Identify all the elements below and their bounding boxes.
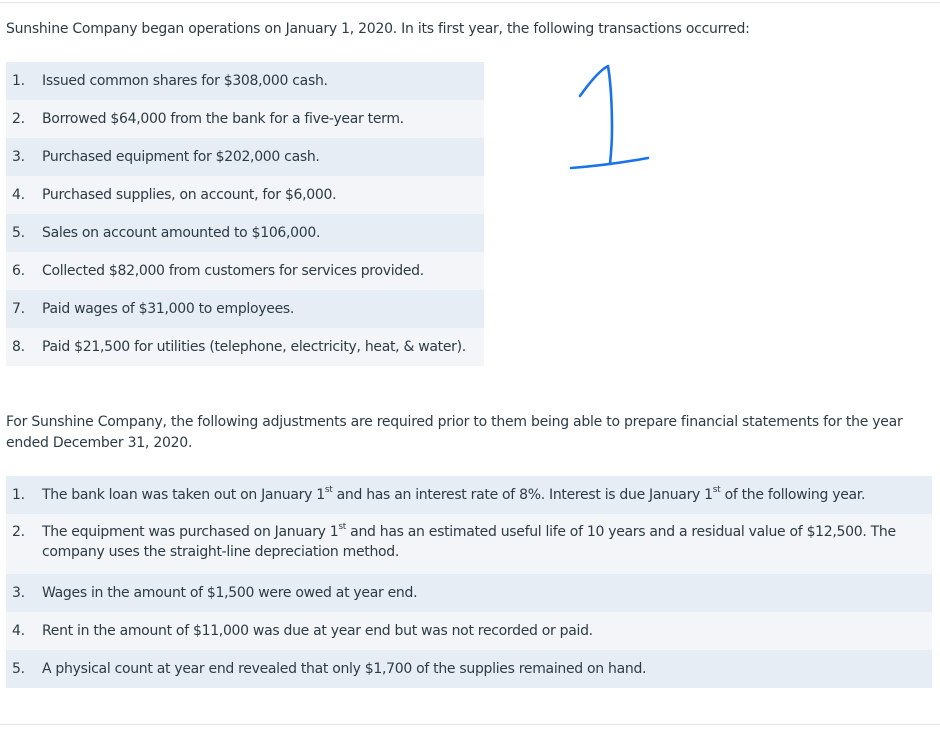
item-number: 4. bbox=[12, 187, 25, 203]
list-item bbox=[6, 176, 484, 214]
handwritten-number-one bbox=[568, 62, 654, 172]
list-item bbox=[6, 574, 932, 612]
item-number: 8. bbox=[12, 339, 25, 355]
item-text: Purchased supplies, on account, for $6,000. bbox=[42, 187, 337, 203]
list-item bbox=[6, 612, 932, 650]
adjustments-list bbox=[6, 476, 932, 688]
list-item bbox=[6, 252, 484, 290]
item-text: Paid $21,500 for utilities (telephone, electricity, heat, & water). bbox=[42, 339, 466, 355]
list-item bbox=[6, 514, 932, 574]
item-number: 5. bbox=[12, 661, 25, 677]
item-number: 2. bbox=[12, 111, 25, 127]
item-number: 3. bbox=[12, 149, 25, 165]
item-text: Paid wages of $31,000 to employees. bbox=[42, 301, 295, 317]
list-item bbox=[6, 476, 932, 514]
item-text: Rent in the amount of $11,000 was due at year end but was not recorded or paid. bbox=[42, 623, 593, 639]
item-number: 1. bbox=[12, 487, 25, 503]
item-text: Collected $82,000 from customers for services provided. bbox=[42, 263, 424, 279]
item-number: 2. bbox=[12, 524, 25, 540]
item-text: Purchased equipment for $202,000 cash. bbox=[42, 149, 320, 165]
item-text: Wages in the amount of $1,500 were owed at year end. bbox=[42, 585, 418, 601]
top-divider bbox=[0, 2, 940, 3]
adjustments-intro-paragraph: For Sunshine Company, the following adjustments are required prior to them being able to prepare financial statements for the year ended December 31, 2020. bbox=[6, 414, 903, 451]
list-item bbox=[6, 100, 484, 138]
bottom-divider bbox=[0, 724, 940, 725]
list-item bbox=[6, 290, 484, 328]
list-item bbox=[6, 214, 484, 252]
transactions-list bbox=[6, 62, 484, 366]
item-number: 7. bbox=[12, 301, 25, 317]
item-number: 4. bbox=[12, 623, 25, 639]
item-text: The equipment was purchased on January 1st and has an estimated useful life of 10 years and a residual value of $12,500. The company uses the straight-line depreciation method. bbox=[42, 522, 896, 560]
list-item bbox=[6, 328, 484, 366]
item-number: 3. bbox=[12, 585, 25, 601]
list-item bbox=[6, 650, 932, 688]
list-item bbox=[6, 138, 484, 176]
list-item bbox=[6, 62, 484, 100]
item-text: Borrowed $64,000 from the bank for a five-year term. bbox=[42, 111, 404, 127]
item-number: 5. bbox=[12, 225, 25, 241]
item-text: A physical count at year end revealed that only $1,700 of the supplies remained on hand. bbox=[42, 661, 647, 677]
item-text: The bank loan was taken out on January 1st and has an interest rate of 8%. Interest is due January 1st of the following year. bbox=[42, 485, 866, 503]
item-text: Sales on account amounted to $106,000. bbox=[42, 225, 321, 241]
intro-paragraph: Sunshine Company began operations on January 1, 2020. In its first year, the following transactions occurred: bbox=[6, 21, 750, 37]
item-number: 1. bbox=[12, 73, 25, 89]
item-text: Issued common shares for $308,000 cash. bbox=[42, 73, 328, 89]
item-number: 6. bbox=[12, 263, 25, 279]
